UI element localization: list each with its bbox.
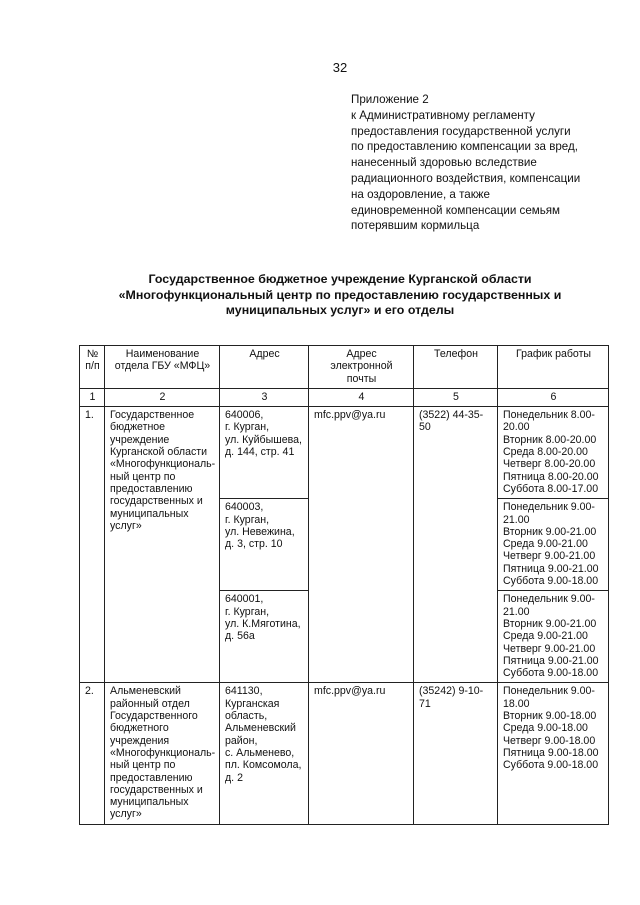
column-number: 5: [414, 388, 498, 406]
document-title: [70, 272, 610, 319]
office-phone: (35242) 9-10- 71: [414, 683, 498, 824]
appendix-note: [351, 92, 626, 234]
column-number: 4: [309, 388, 414, 406]
office-email: mfc.ppv@ya.ru: [309, 683, 414, 824]
title-line: муниципальных услуг» и его отделы: [225, 303, 455, 318]
header-num: № п/п: [80, 346, 105, 389]
page-number: 32: [332, 60, 348, 75]
appendix-line: на оздоровление, а также: [351, 187, 491, 201]
appendix-line: к Административному регламенту: [351, 108, 535, 122]
appendix-line: Приложение 2: [351, 93, 429, 106]
office-address: 640003, г. Курган, ул. Невежина, д. 3, стр. 10: [220, 499, 309, 591]
header-email: Адрес электронной почты: [309, 346, 414, 389]
table-header-row: [80, 346, 609, 389]
title-line: «Многофункциональный центр по предоставлению государственных и: [118, 287, 562, 302]
office-name: Государственное бюджетное учреждение Курганской области «Многофункциональ- ный центр по предоставлению государственных и муниципальных услуг»: [105, 407, 220, 683]
office-schedule: Понедельник 8.00- 20.00 Вторник 8.00-20.00 Среда 8.00-20.00 Четверг 8.00-20.00 Пятница 8.00-20.00 Суббота 8.00-17.00: [498, 407, 609, 499]
header-phone: Телефон: [414, 346, 498, 389]
header-schedule: График работы: [498, 346, 609, 389]
appendix-line: предоставления государственной услуги: [351, 124, 571, 138]
row-num: 1.: [80, 407, 105, 683]
office-address: 640006, г. Курган, ул. Куйбышева, д. 144, стр. 41: [220, 407, 309, 499]
office-phone: (3522) 44-35- 50: [414, 407, 498, 683]
office-schedule: Понедельник 9.00- 21.00 Вторник 9.00-21.00 Среда 9.00-21.00 Четверг 9.00-21.00 Пятница 9.00-21.00 Суббота 9.00-18.00: [498, 591, 609, 683]
table-row: [80, 407, 609, 499]
appendix-line: потерявшим кормильца: [351, 219, 480, 233]
appendix-line: радиационного воздействия, компенсации: [351, 171, 581, 185]
appendix-line: по предоставлению компенсации за вред,: [351, 140, 578, 154]
row-num: 2.: [80, 683, 105, 824]
office-address: 641130, Курганская область, Альменевский район, с. Альменево, пл. Комсомола, д. 2: [220, 683, 309, 824]
appendix-line: единовременной компенсации семьям: [351, 203, 561, 217]
column-number: 3: [220, 388, 309, 406]
office-email: mfc.ppv@ya.ru: [309, 407, 414, 683]
header-address: Адрес: [220, 346, 309, 389]
column-number: 2: [105, 388, 220, 406]
office-schedule: Понедельник 9.00- 18.00 Вторник 9.00-18.00 Среда 9.00-18.00 Четверг 9.00-18.00 Пятница 9.00-18.00 Суббота 9.00-18.00: [498, 683, 609, 824]
office-schedule: Понедельник 9.00- 21.00 Вторник 9.00-21.00 Среда 9.00-21.00 Четверг 9.00-21.00 Пятница 9.00-21.00 Суббота 9.00-18.00: [498, 499, 609, 591]
header-name: Наименование отдела ГБУ «МФЦ»: [105, 346, 220, 389]
table-row: [80, 683, 609, 824]
office-address: 640001, г. Курган, ул. К.Мяготина, д. 56а: [220, 591, 309, 683]
office-name: Альменевский районный отдел Государственного бюджетного учреждения «Многофункциональ- ный центр по предоставлению государственных и муниципальных услуг»: [105, 683, 220, 824]
appendix-line: нанесенный здоровью вследствие: [351, 156, 537, 170]
mfc-offices-table: [79, 345, 609, 825]
title-line: Государственное бюджетное учреждение Курганской области: [148, 272, 532, 286]
column-number: 1: [80, 388, 105, 406]
column-number: 6: [498, 388, 609, 406]
column-number-row: [80, 388, 609, 406]
